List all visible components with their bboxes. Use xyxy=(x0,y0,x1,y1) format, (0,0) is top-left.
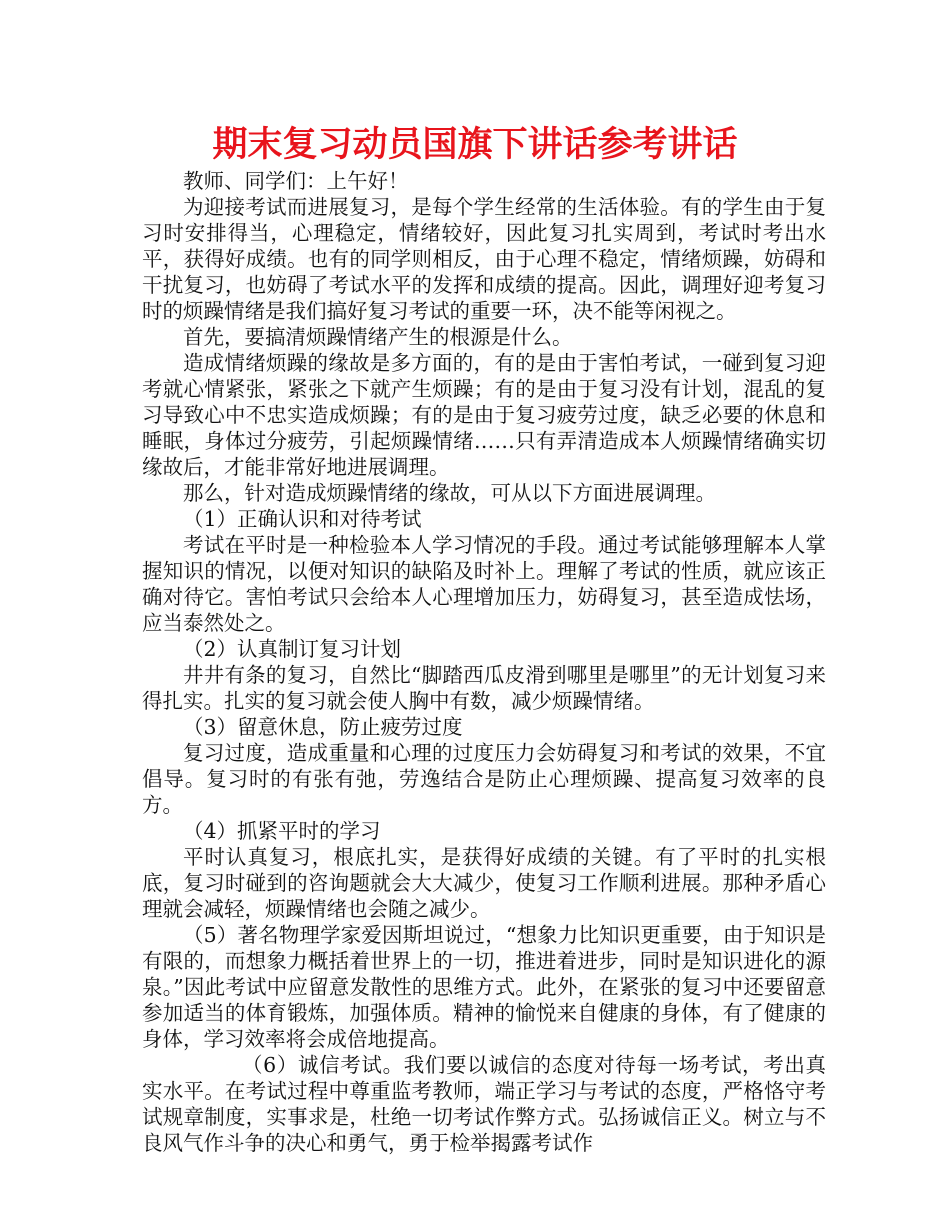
section-heading: （4）抓紧平时的学习 xyxy=(183,819,381,843)
body-paragraph: 考试在平时是一种检验本人学习情况的手段。通过考试能够理解本人掌握知识的情况，以便对知识的缺陷及时补上。理解了考试的性质，就应该正确对待它。害怕考试只会给本人心理增加压力，妨碍复习，甚至造成怯场，应当泰然处之。 xyxy=(142,533,826,635)
body-paragraph: 那么，针对造成烦躁情绪的缘故，可从以下方面进展调理。 xyxy=(183,481,716,505)
body-paragraph: 造成情绪烦躁的缘故是多方面的，有的是由于害怕考试，一碰到复习迎考就心情紧张，紧张之下就产生烦躁；有的是由于复习没有计划，混乱的复习导致心中不忠实造成烦躁；有的是由于复习疲劳过度，缺乏必要的休息和睡眠，身体过分疲劳，引起烦躁情绪……只有弄清造成本人烦躁情绪确实切缘故后，才能非常好地进展调理。 xyxy=(142,351,826,479)
document-title: 期末复习动员国旗下讲话参考讲话 xyxy=(212,125,738,165)
section-heading: （1）正确认识和对待考试 xyxy=(183,507,422,531)
body-paragraph: 首先，要搞清烦躁情绪产生的根源是什么。 xyxy=(183,325,573,349)
intro-paragraph: 为迎接考试而进展复习，是每个学生经常的生活体验。有的学生由于复习时安排得当，心理稳定，情绪较好，因此复习扎实周到，考试时考出水平，获得好成绩。也有的同学则相反，由于心理不稳定，情绪烦躁，妨碍和干扰复习，也妨碍了考试水平的发挥和成绩的提高。因此，调理好迎考复习时的烦躁情绪是我们搞好复习考试的重要一环，决不能等闲视之。 xyxy=(142,195,826,323)
body-paragraph: （6）诚信考试。我们要以诚信的态度对待每一场考试，考出真实水平。在考试过程中尊重监考教师，端正学习与考试的态度，严格恪守考试规章制度，实事求是，杜绝一切考试作弊方式。弘扬诚信正义。树立与不良风气作斗争的决心和勇气，勇于检举揭露考试作 xyxy=(142,1053,826,1155)
section-heading: （2）认真制订复习计划 xyxy=(183,637,402,661)
body-paragraph: 平时认真复习，根底扎实，是获得好成绩的关键。有了平时的扎实根底，复习时碰到的咨询题就会大大减少，使复习工作顺利进展。那种矛盾心理就会减轻，烦躁情绪也会随之减少。 xyxy=(142,845,826,921)
body-paragraph: 井井有条的复习，自然比“脚踏西瓜皮滑到哪里是哪里”的无计划复习来得扎实。扎实的复习就会使人胸中有数，减少烦躁情绪。 xyxy=(142,663,826,713)
body-paragraph: （5）著名物理学家爱因斯坦说过，“想象力比知识更重要，由于知识是有限的，而想象力概括着世界上的一切，推进着进步，同时是知识进化的源泉。”因此考试中应留意发散性的思维方式。此外，在紧张的复习中还要留意参加适当的体育锻炼，加强体质。精神的愉悦来自健康的身体，有了健康的身体，学习效率将会成倍地提高。 xyxy=(142,923,826,1051)
greeting-paragraph: 教师、同学们：上午好！ xyxy=(183,169,409,193)
body-paragraph: 复习过度，造成重量和心理的过度压力会妨碍复习和考试的效果，不宜倡导。复习时的有张有弛，劳逸结合是防止心理烦躁、提高复习效率的良方。 xyxy=(142,741,826,817)
section-heading: （3）留意休息，防止疲劳过度 xyxy=(183,715,463,739)
document-body xyxy=(142,168,826,1156)
